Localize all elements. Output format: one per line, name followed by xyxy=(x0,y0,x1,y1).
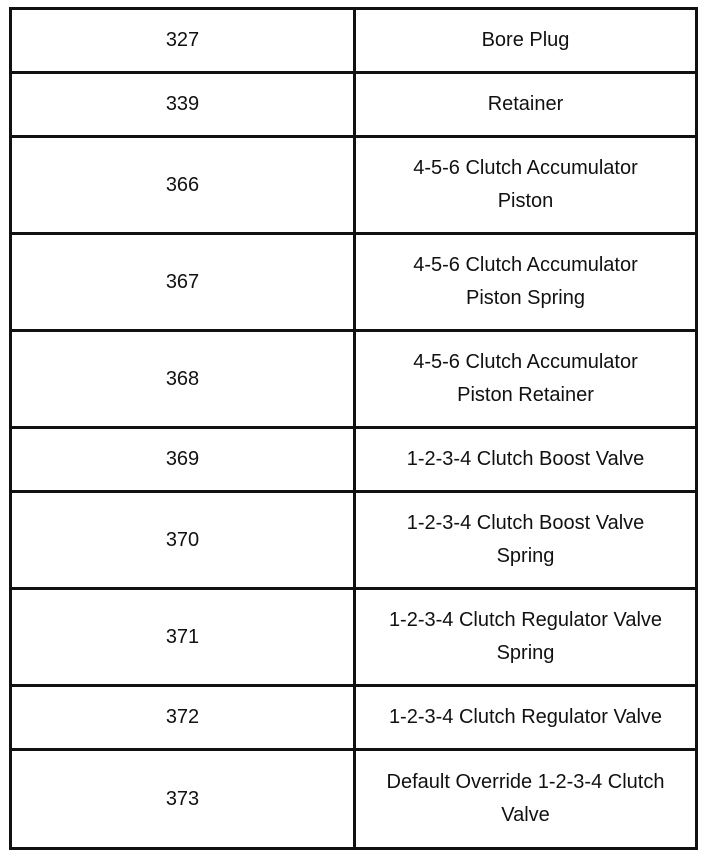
table-row xyxy=(11,750,697,849)
part-description: 1-2-3-4 Clutch Regulator Valve xyxy=(388,706,663,728)
table-row xyxy=(11,137,697,234)
part-number: 372 xyxy=(165,706,200,728)
part-description-cell xyxy=(355,234,697,331)
part-description-cell xyxy=(355,492,697,589)
part-number: 366 xyxy=(165,173,200,196)
part-number-cell xyxy=(11,331,355,428)
part-number-cell xyxy=(11,492,355,589)
part-number-cell xyxy=(11,686,355,750)
part-description: Default Override 1-2-3-4 Clutch Valve xyxy=(386,771,665,826)
part-number: 369 xyxy=(165,448,200,470)
table-row xyxy=(11,589,697,686)
part-number: 370 xyxy=(165,528,200,551)
part-description-cell xyxy=(355,137,697,234)
part-description: 4-5-6 Clutch Accumulator Piston Retainer xyxy=(413,351,638,406)
part-number-cell xyxy=(11,73,355,137)
parts-table xyxy=(9,7,698,850)
table-row xyxy=(11,428,697,492)
part-description: 4-5-6 Clutch Accumulator Piston xyxy=(413,157,638,212)
part-number: 368 xyxy=(165,367,200,390)
part-number-cell xyxy=(11,234,355,331)
part-description-cell xyxy=(355,589,697,686)
table-row xyxy=(11,686,697,750)
table-row xyxy=(11,73,697,137)
table-row xyxy=(11,234,697,331)
table-row xyxy=(11,492,697,589)
part-description-cell xyxy=(355,428,697,492)
part-number-cell xyxy=(11,9,355,73)
part-number: 339 xyxy=(165,93,200,115)
part-number: 371 xyxy=(165,625,200,648)
part-description: 4-5-6 Clutch Accumulator Piston Spring xyxy=(413,254,638,309)
part-number: 373 xyxy=(165,787,200,810)
part-description: Retainer xyxy=(487,93,564,115)
part-number-cell xyxy=(11,428,355,492)
part-description: 1-2-3-4 Clutch Boost Valve Spring xyxy=(406,512,645,567)
part-description: 1-2-3-4 Clutch Boost Valve xyxy=(406,448,645,470)
table-row xyxy=(11,9,697,73)
part-description: Bore Plug xyxy=(481,29,570,51)
part-number-cell xyxy=(11,137,355,234)
part-description-cell xyxy=(355,9,697,73)
part-description: 1-2-3-4 Clutch Regulator Valve Spring xyxy=(388,609,663,664)
table-row xyxy=(11,331,697,428)
part-description-cell xyxy=(355,73,697,137)
part-description-cell xyxy=(355,686,697,750)
part-description-cell xyxy=(355,331,697,428)
part-number: 367 xyxy=(165,270,200,293)
part-number-cell xyxy=(11,589,355,686)
part-description-cell xyxy=(355,750,697,849)
part-number-cell xyxy=(11,750,355,849)
part-number: 327 xyxy=(165,29,200,51)
